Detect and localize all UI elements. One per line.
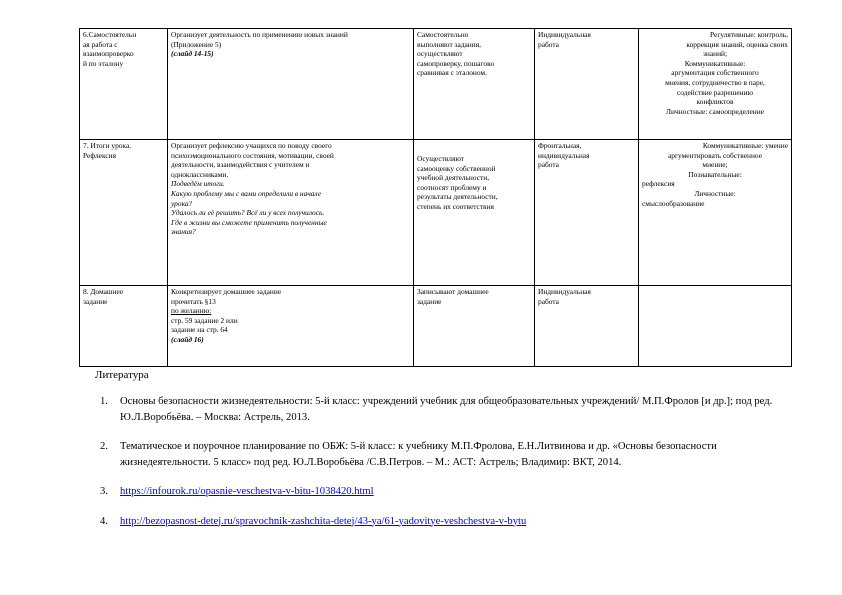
literature-text: Основы безопасности жизнедеятельности: 5-й класс: учреждений учебник для общеобразовательных учреждений/ М.П.Фролов [и др.]; под ред. Ю.Л.Воробьёва. – Москва: Астрель, 2013.	[120, 396, 773, 423]
table-row	[80, 29, 792, 140]
literature-item	[100, 439, 800, 470]
cell-line: Удалось ли её решить? Всё ли у всех получилось.	[171, 208, 325, 218]
cell-line: индивидуальная	[538, 150, 590, 160]
cell-line: деятельности, взаимодействия с учителем и	[171, 160, 310, 170]
cell-line: соотносят проблему и	[417, 182, 487, 192]
literature-text: Тематическое и поурочное планирование по ОБЖ: 5-й класс: к учебнику М.П.Фролова, Е.Н.Литвинова и др. «Основы безопасности жизнедеятельности. 5 класс» под ред. Ю.Л.Воробьёва /С.В.Петров. – М.: АСТ: Астрель; Владимир: ВКТ, 2014.	[120, 441, 717, 468]
work-form-cell	[535, 29, 639, 140]
work-form-cell	[535, 140, 639, 286]
cell-line: работа	[538, 160, 559, 170]
cell-line: содействие разрешению	[676, 87, 754, 97]
cell-line: (слайд 16)	[171, 334, 204, 344]
literature-item-number: 2.	[100, 441, 108, 452]
literature-item-number: 3.	[100, 486, 108, 497]
uud-cell	[639, 29, 792, 140]
cell-line: Индивидуальная	[538, 287, 591, 296]
cell-line: аргументация собственного	[671, 68, 759, 78]
cell-line: Осуществляют	[417, 154, 465, 163]
cell-line: самооценку собственной	[417, 163, 496, 173]
cell-line: психоэмоционального состояния, мотивации, своей	[171, 150, 334, 160]
cell-line: 7. Итоги урока.	[83, 141, 132, 150]
cell-line: знания?	[171, 227, 196, 237]
cell-line: мнения, сотрудничество в паре,	[665, 77, 765, 87]
cell-line: Фронтальная,	[538, 141, 582, 150]
literature-link[interactable]: https://infourok.ru/opasnie-veschestva-v-bitu-1038420.html	[120, 486, 374, 497]
literature-item-number: 4.	[100, 515, 108, 527]
cell-line: Коммуникативные:	[684, 58, 746, 68]
cell-line: Записывают домашнее	[417, 287, 489, 296]
teacher-activity-cell	[168, 286, 414, 367]
cell-line: Организует рефлексию учащихся по поводу своего	[171, 141, 332, 150]
literature-list	[100, 394, 800, 543]
cell-line: Регулятивные: контроль,	[710, 30, 788, 39]
student-activity-cell	[414, 29, 535, 140]
cell-line: прочитать §13	[171, 296, 216, 306]
cell-line: Конкретизирует домашнее задание	[171, 287, 282, 296]
cell-line: Подведём итоги.	[171, 179, 225, 189]
cell-line: стр. 59 задание 2 или	[171, 315, 238, 325]
cell-line: сравнивая с эталоном.	[417, 68, 487, 78]
cell-line: Организует деятельность по применению новых знаний	[171, 30, 348, 39]
cell-line: работа	[538, 39, 559, 49]
cell-line: Личностные: самоопределение	[666, 106, 764, 116]
cell-line: задание	[83, 296, 108, 306]
cell-line: 6.Самостоятельн	[83, 30, 137, 39]
cell-line: Познавательные:	[688, 169, 742, 179]
cell-line: Индивидуальная	[538, 30, 591, 39]
stage-cell	[80, 29, 168, 140]
cell-line: Какую проблему мы с вами определили в начале	[171, 188, 322, 198]
cell-line: коррекция знаний, оценка своих	[686, 39, 788, 49]
cell-line: конфликтов	[696, 97, 734, 107]
cell-line: 8. Домашнее	[83, 287, 124, 296]
literature-link[interactable]: http://bezopasnost-detej.ru/spravochnik-zashchita-detej/43-ya/61-yadovitye-veshchestva-v-bytu	[120, 515, 527, 527]
literature-item[interactable]	[100, 514, 800, 530]
teacher-activity-cell	[168, 29, 414, 140]
table-row	[80, 140, 792, 286]
literature-item-number: 1.	[100, 396, 108, 407]
cell-line: аргументировать собственное	[668, 150, 762, 160]
cell-line: степень их соответствия	[417, 201, 494, 211]
cell-line: выполняют задания,	[417, 39, 481, 49]
cell-line: Рефлексия	[83, 150, 116, 160]
cell-line: работа	[538, 296, 559, 306]
stage-cell	[80, 286, 168, 367]
cell-line: Где в жизни вы сможете применить полученные	[171, 217, 327, 227]
lesson-plan-table	[79, 28, 792, 367]
cell-line: рефлексия	[642, 179, 675, 189]
student-activity-cell	[414, 286, 535, 367]
cell-line: задание	[417, 296, 442, 306]
cell-line: мнение;	[702, 160, 728, 170]
cell-line: осуществляют	[417, 49, 463, 59]
cell-line: по желанию:	[171, 306, 212, 316]
cell-line: (слайд 14-15)	[171, 49, 214, 59]
uud-cell	[639, 286, 792, 367]
cell-line: Личностные:	[694, 188, 736, 198]
cell-line: ая работа с	[83, 39, 118, 49]
literature-item	[100, 394, 800, 425]
teacher-activity-cell	[168, 140, 414, 286]
cell-line: (Приложение 5)	[171, 39, 222, 49]
cell-line: взаимопроверко	[83, 49, 134, 59]
work-form-cell	[535, 286, 639, 367]
cell-line: й по эталону	[83, 58, 124, 68]
stage-cell	[80, 140, 168, 286]
cell-line: одноклассниками.	[171, 169, 229, 179]
student-activity-cell	[414, 140, 535, 286]
cell-line: Самостоятельно	[417, 30, 469, 39]
uud-cell	[639, 140, 792, 286]
table-row	[80, 286, 792, 367]
cell-line: учебной деятельности,	[417, 173, 490, 183]
cell-line: урока?	[171, 198, 193, 208]
cell-line: знаний;	[702, 49, 728, 59]
cell-line: задание на стр. 64	[171, 325, 228, 335]
cell-line: результаты деятельности,	[417, 192, 498, 202]
cell-line: самопроверку, пошагово	[417, 58, 495, 68]
cell-line: Коммуникативные: умение	[702, 141, 788, 150]
literature-item[interactable]	[100, 484, 800, 500]
cell-line: смыслообразование	[642, 198, 705, 208]
literature-title: Литература	[95, 369, 149, 381]
